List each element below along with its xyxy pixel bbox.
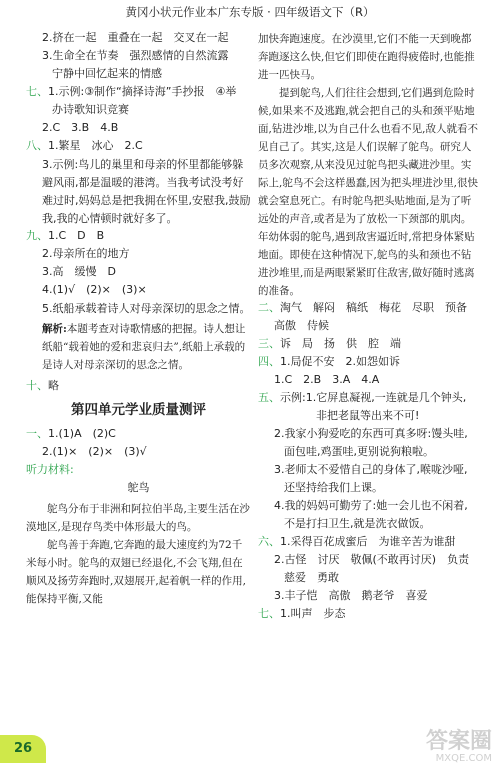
page-header: 黄冈小状元作业本广东专版 · 四年级语文下（R） [125, 5, 375, 19]
answer-line: 3.丰子恺 高傲 鹅老爷 喜爱 [274, 589, 428, 602]
section-8: 八、1.繁星 冰心 2.C [26, 139, 143, 152]
section-9: 九、1.C D B [26, 229, 105, 242]
answer-line: 慈爱 勇敢 [284, 571, 339, 584]
answer-line: 办诗歌知识竞赛 [52, 103, 129, 116]
answer-paragraph: 5.纸船承载着诗人对母亲深切的思念之情。 [42, 302, 251, 315]
answer-line: 不是打扫卫生,就是洗衣做饭。 [284, 517, 431, 530]
passage-title: 鸵鸟 [127, 481, 150, 494]
answer-line: 4.我的妈妈可勤劳了:她一会儿也不闲着, [274, 499, 468, 512]
section-5: 五、示例:1.它屏息凝视,一连就是几个钟头, [258, 391, 467, 404]
answer-line: 高傲 侍候 [274, 319, 329, 332]
answer-line: 3.老师太不爱惜自己的身体了,喉咙沙哑, [274, 463, 468, 476]
listening-material-label: 听力材料: [26, 463, 74, 476]
answer-line: 2.(1)× (2)× (3)√ [42, 445, 147, 458]
answer-line: 2.挤在一起 重叠在一起 交叉在一起 [42, 31, 229, 44]
section-2: 二、淘气 解闷 稿纸 梅花 尽职 预备 [258, 301, 467, 314]
section-3: 三、诉 局 扬 供 腔 端 [258, 337, 401, 350]
answer-paragraph: 3.示例:鸟儿的巢里和母亲的怀里都能够躲避风雨,都是温暖的港湾。当我考试没考好难过时,妈妈总是把我拥在怀里,安慰我,鼓励我,我的心情顿时就好多了。 [42, 158, 251, 225]
section-10: 十、略 [26, 379, 59, 392]
section-4: 四、1.局促不安 2.如怨如诉 [258, 355, 400, 368]
passage-paragraph: 提到鸵鸟,人们往往会想到,它们遇到危险时候,如果来不及逃跑,就会把自己的头和颈平贴地面,钻进沙堆,以为自己什么也看不见,敌人就看不见自己了。其实,这是人们误解了鸵鸟。研究人员多次观察,从来没见过鸵鸟把头藏进沙里。实际上,鸵鸟不会这样愚蠢,因为把头埋进沙里,很快就会窒息死亡。有时鸵鸟把头贴地面,是为了听远处的声音,或者是为了放松一下颈部的肌肉。年幼体弱的鸵鸟,遇到敌害逼近时,常把身体紧贴地面。即使在这种情况下,鸵鸟的头和颈也不钻进沙堆里,而是两眼紧紧盯住敌害,做好随时逃离的准备。 [258, 87, 479, 297]
left-column [26, 30, 251, 608]
answer-line: 3.高 缓慢 D [42, 265, 116, 278]
answer-line: 1.C 2.B 3.A 4.A [274, 373, 380, 386]
answer-line: 2.我家小狗爱吃的东西可真多呀:馒头哇, [274, 427, 468, 440]
answer-line: 3.生命全在节奏 强烈感情的自然流露 [42, 49, 229, 62]
answer-line: 还坚持给我们上课。 [284, 481, 383, 494]
unit-test-title: 第四单元学业质量测评 [71, 402, 206, 418]
answer-line: 2.母亲所在的地方 [42, 247, 130, 260]
answer-line: 面包哇,鸡蛋哇,更别说狗粮啦。 [284, 445, 434, 458]
answer-line: 宁静中回忆起来的情感 [52, 67, 162, 80]
passage-paragraph: 鸵鸟善于奔跑,它奔跑的最大速度约为72千米每小时。鸵鸟的双翅已经退化,不会飞翔,但在顺风及扬劳奔跑时,双翅展开,起着帆一样的作用,能保持平衡,又能 [26, 539, 247, 605]
watermark-logo: 答案圈 MXQE.COM [425, 729, 492, 764]
section-6: 六、1.采得百花成蜜后 为谁辛苦为谁甜 [258, 535, 456, 548]
answer-line: 2.C 3.B 4.B [42, 121, 119, 134]
section-1: 一、1.(1)A (2)C [26, 427, 116, 440]
page-number: 26 [0, 735, 46, 763]
passage-paragraph: 鸵鸟分布于非洲和阿拉伯半岛,主要生活在沙漠地区,是现存鸟类中体形最大的鸟。 [26, 503, 250, 533]
answer-line: 2.古怪 讨厌 敬佩(不敢再讨厌) 负责 [274, 553, 470, 566]
answer-line: 非把老鼠等出来不可! [316, 409, 420, 422]
section-7-unit: 七、1.叫声 步态 [258, 607, 346, 620]
answer-line: 4.(1)√ (2)× (3)× [42, 283, 147, 296]
right-column [258, 30, 480, 624]
analysis-note: 解析:本题考查对诗歌情感的把握。诗人想让纸船“载着她的爱和悲哀归去”,纸船上承载的是诗人对母亲深切的思念之情。 [42, 323, 246, 371]
section-7: 七、1.示例:③制作“摘择诗海”手抄报 ④举 [26, 85, 237, 98]
passage-continuation: 加快奔跑速度。在沙漠里,它们不能一天到晚都奔跑逐这么快,但它们即使在跑得疲倦时,也能推进一匹快马。 [258, 33, 475, 81]
